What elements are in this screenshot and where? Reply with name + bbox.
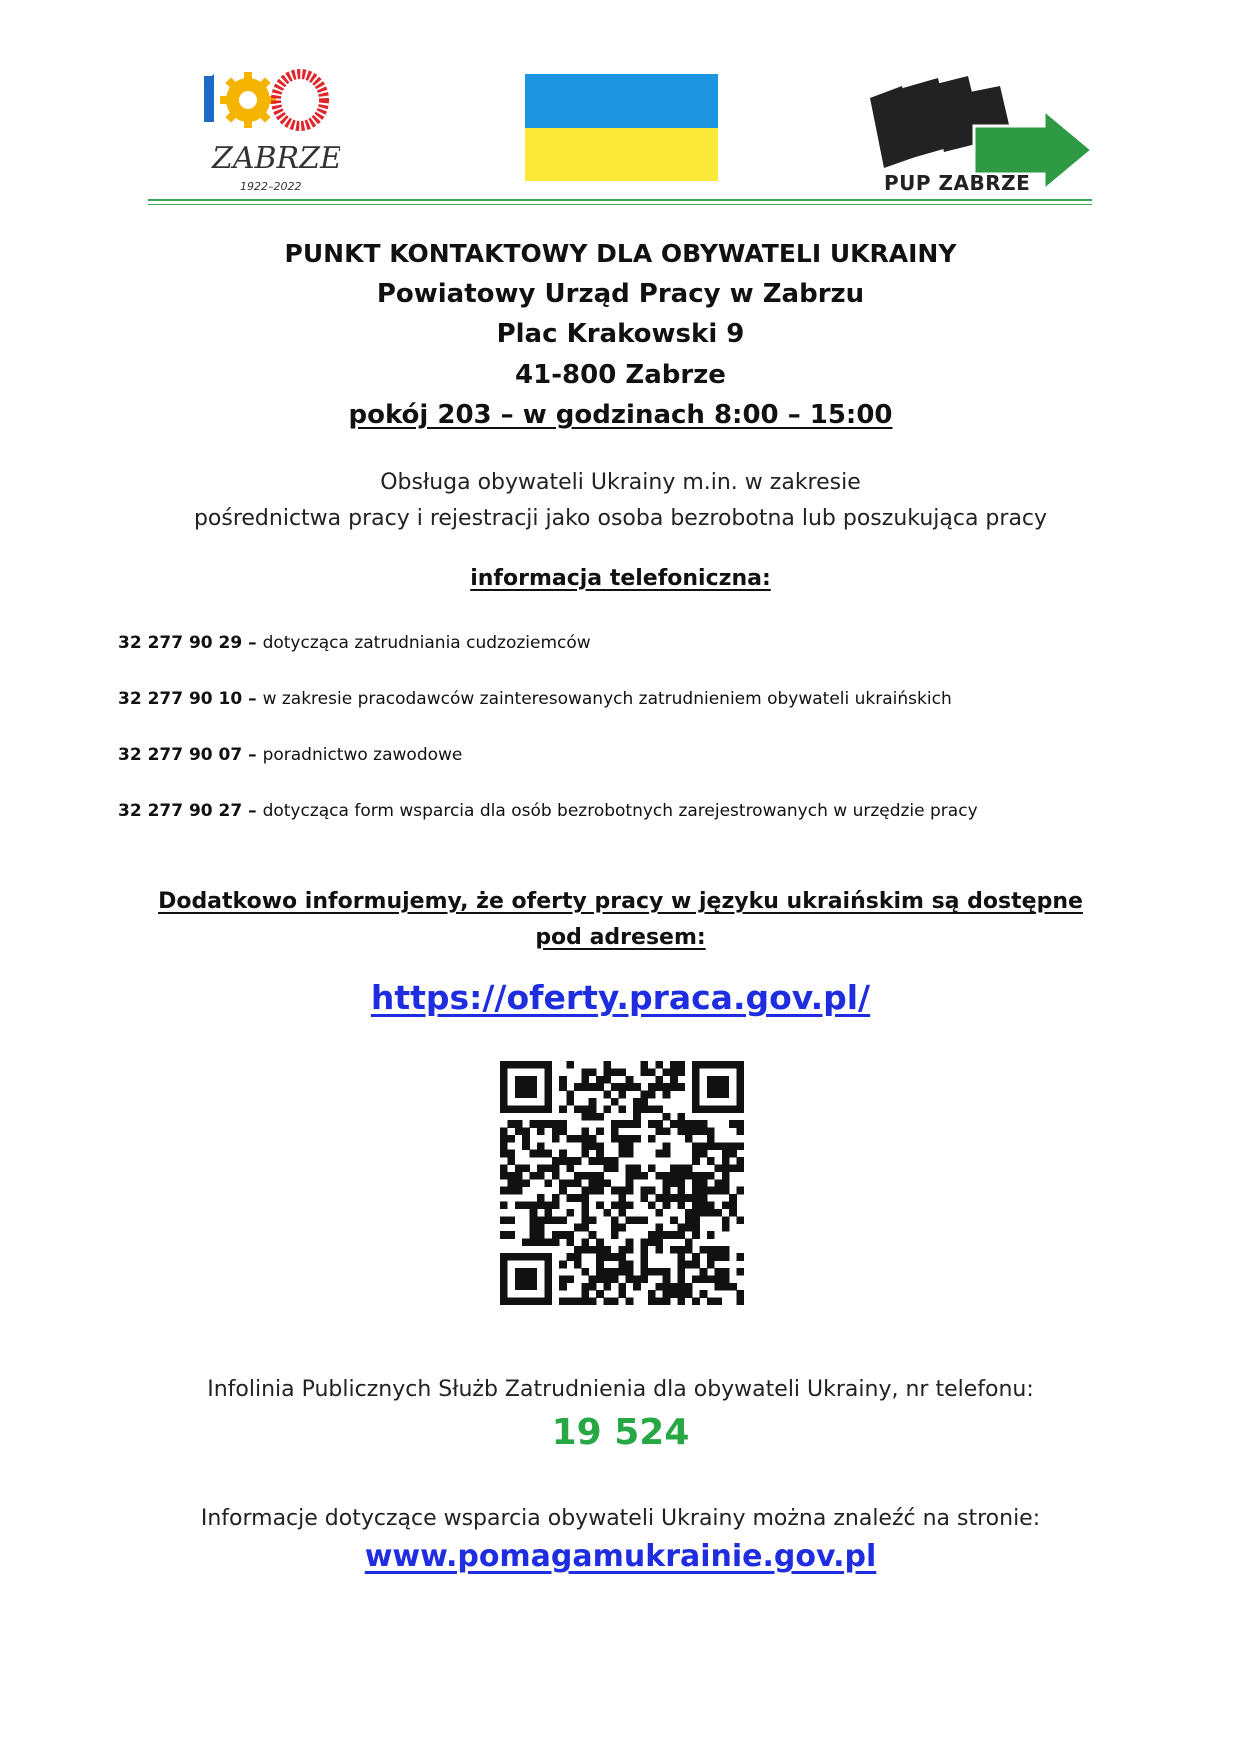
zabrze-logo-years: 1922–2022 (240, 180, 302, 193)
hotline-text: Infolinia Publicznych Służb Zatrudnienia dla obywateli Ukrainy, nr telefonu: (207, 1377, 1034, 1402)
header-divider-thin (148, 204, 1092, 205)
support-text: Informacje dotyczące wsparcia obywateli Ukrainy można znaleźć na stronie: (200, 1506, 1041, 1531)
ukraine-flag (525, 74, 718, 181)
qr-code-icon (500, 1061, 744, 1305)
phone-number: 32 277 90 27 (118, 801, 243, 821)
phone-row: 32 277 90 07 – poradnictwo zawodowe (118, 745, 463, 765)
phone-info-heading: informacja telefoniczna: (470, 566, 771, 591)
phone-number: 32 277 90 10 (118, 689, 243, 709)
header-divider (148, 199, 1092, 201)
support-link[interactable]: www.pomagamukrainie.gov.pl (364, 1539, 877, 1574)
phone-row: 32 277 90 10 – w zakresie pracodawców zainteresowanych zatrudnieniem obywateli ukraińskich (118, 689, 952, 709)
offers-line-2: pod adresem: (535, 925, 706, 950)
phone-desc: poradnictwo zawodowe (262, 745, 463, 765)
service-line-1: Obsługa obywateli Ukrainy m.in. w zakresie (380, 470, 861, 495)
phone-desc: w zakresie pracodawców zainteresowanych zatrudnieniem obywateli ukraińskich (262, 689, 952, 709)
offers-link[interactable]: https://oferty.praca.gov.pl/ (370, 978, 871, 1017)
page-title: PUNKT KONTAKTOWY DLA OBYWATELI UKRAINY (284, 239, 957, 268)
phone-desc: dotycząca zatrudniania cudzoziemców (262, 633, 591, 653)
phone-row: 32 277 90 29 – dotycząca zatrudniania cudzoziemców (118, 633, 591, 653)
zabrze-logo-name: ZABRZE (212, 141, 340, 176)
office-street: Plac Krakowski 9 (496, 319, 745, 349)
phone-number: 32 277 90 07 (118, 745, 243, 765)
service-line-2: pośrednictwa pracy i rejestracji jako osoba bezrobotna lub poszukująca pracy (193, 506, 1048, 531)
office-hours: pokój 203 – w godzinach 8:00 – 15:00 (348, 400, 893, 430)
hotline-number: 19 524 (551, 1412, 690, 1453)
phone-number: 32 277 90 29 (118, 633, 243, 653)
zabrze-100-logo (200, 68, 340, 198)
pup-zabrze-logo-text: PUP ZABRZE (884, 171, 1031, 195)
offers-line-1: Dodatkowo informujemy, że oferty pracy w języku ukraińskim są dostępne (158, 889, 1083, 914)
phone-row: 32 277 90 27 – dotycząca form wsparcia dla osób bezrobotnych zarejestrowanych w urzędzie pracy (118, 801, 978, 821)
phone-desc: dotycząca form wsparcia dla osób bezrobotnych zarejestrowanych w urzędzie pracy (262, 801, 978, 821)
office-name: Powiatowy Urząd Pracy w Zabrzu (376, 279, 865, 309)
office-postal: 41-800 Zabrze (515, 360, 726, 390)
